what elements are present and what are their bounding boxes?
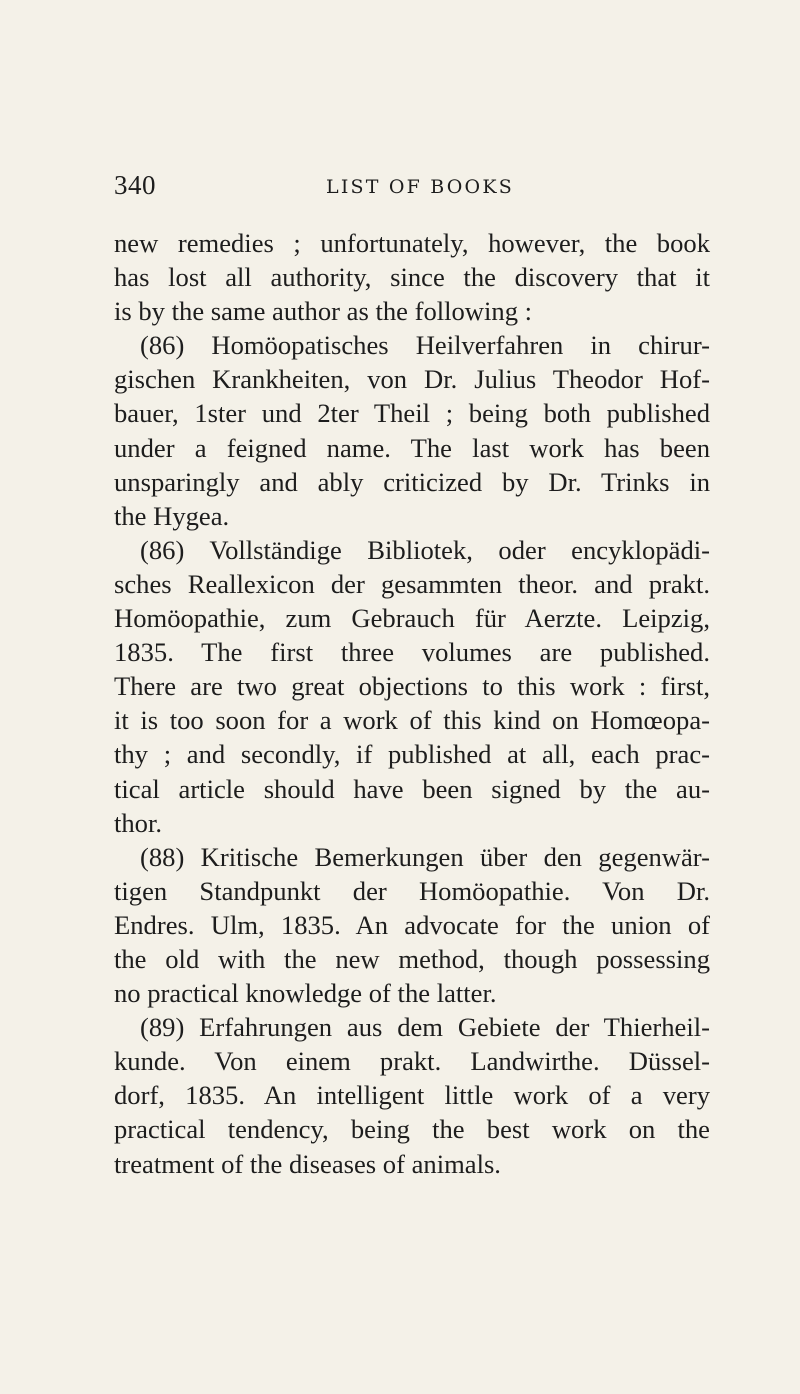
- text-line: gischen Krankheiten, von Dr. Julius Theodor Hof-: [114, 364, 710, 395]
- text-line: There are two great objections to this work : first,: [114, 671, 710, 702]
- page-number: 340: [114, 170, 156, 200]
- text-line: practical tendency, being the best work on the: [114, 1114, 710, 1145]
- text-line: tigen Standpunkt der Homöopathie. Von Dr.: [114, 875, 710, 906]
- text-line: Homöopathie, zum Gebrauch für Aerzte. Leipzig,: [114, 603, 710, 634]
- text-line: sches Reallexicon der gesammten theor. and prakt.: [114, 568, 710, 599]
- text-line: kunde. Von einem prakt. Landwirthe. Düssel-: [114, 1046, 710, 1077]
- text-line: 1835. The first three volumes are published.: [114, 637, 710, 668]
- text-line: is by the same author as the following :: [114, 296, 533, 327]
- text-line: the old with the new method, though possessing: [114, 943, 710, 974]
- page-header: [114, 170, 754, 210]
- text-line: Endres. Ulm, 1835. An advocate for the union of: [114, 909, 710, 940]
- running-head: LIST OF BOOKS: [326, 176, 514, 198]
- text-line: unsparingly and ably criticized by Dr. Trinks in: [114, 466, 710, 497]
- text-line: under a feigned name. The last work has been: [114, 432, 710, 463]
- text-line: no practical knowledge of the latter.: [114, 978, 497, 1009]
- text-line: new remedies ; unfortunately, however, the book: [114, 228, 710, 258]
- text-line: bauer, 1ster und 2ter Theil ; being both published: [114, 398, 710, 429]
- text-line: (88) Kritische Bemerkungen über den gegenwär-: [140, 841, 710, 872]
- text-line: the Hygea.: [114, 500, 230, 531]
- text-line: (86) Homöopatisches Heilverfahren in chirur-: [140, 330, 710, 361]
- body-text: [114, 226, 714, 1181]
- text-line: dorf, 1835. An intelligent little work of a very: [114, 1080, 710, 1111]
- text-line: (86) Vollständige Bibliotek, oder encyklopädi-: [140, 534, 710, 565]
- text-line: has lost all authority, since the discovery that it: [114, 262, 710, 293]
- text-line: thy ; and secondly, if published at all, each prac-: [114, 739, 710, 770]
- text-line: treatment of the diseases of animals.: [114, 1148, 501, 1179]
- text-line: it is too soon for a work of this kind on Homœopa-: [114, 705, 710, 736]
- text-line: tical article should have been signed by the au-: [114, 773, 710, 804]
- text-line: thor.: [114, 807, 163, 838]
- text-line: (89) Erfahrungen aus dem Gebiete der Thierheil-: [140, 1012, 710, 1043]
